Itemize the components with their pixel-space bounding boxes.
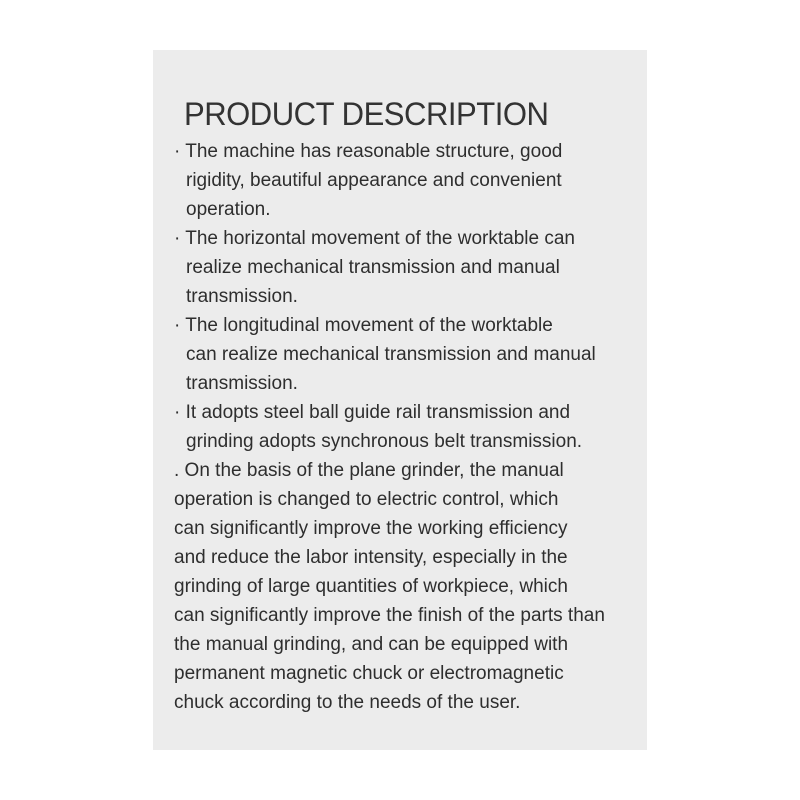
text-line: transmission. bbox=[186, 286, 298, 307]
bullet-item-horizontal-movement bbox=[174, 224, 605, 311]
text-line: operation is changed to electric control, which bbox=[174, 489, 559, 510]
text-line: · The machine has reasonable structure, good bbox=[174, 141, 563, 162]
text-line: realize mechanical transmission and manual bbox=[186, 257, 560, 278]
description-body bbox=[174, 137, 605, 717]
text-line: · The longitudinal movement of the worktable bbox=[174, 315, 553, 336]
text-line: can significantly improve the working efficiency bbox=[174, 518, 568, 539]
text-line: permanent magnetic chuck or electromagnetic bbox=[174, 663, 564, 684]
text-line: transmission. bbox=[186, 373, 298, 394]
text-line: grinding adopts synchronous belt transmission. bbox=[186, 431, 583, 452]
text-line: · It adopts steel ball guide rail transmission and bbox=[174, 402, 571, 423]
paragraph-electric-control bbox=[174, 456, 605, 717]
bullet-item-guide-rail bbox=[174, 398, 605, 456]
text-line: · The horizontal movement of the worktable can bbox=[174, 228, 575, 249]
text-line: can realize mechanical transmission and manual bbox=[186, 344, 596, 365]
bullet-item-longitudinal-movement bbox=[174, 311, 605, 398]
text-line: the manual grinding, and can be equipped with bbox=[174, 634, 569, 655]
text-line: grinding of large quantities of workpiece, which bbox=[174, 576, 568, 597]
text-line: and reduce the labor intensity, especially in the bbox=[174, 547, 568, 568]
text-line: can significantly improve the finish of the parts than bbox=[174, 605, 605, 626]
text-line: operation. bbox=[186, 199, 271, 220]
text-line: . On the basis of the plane grinder, the manual bbox=[174, 460, 564, 481]
page-title: PRODUCT DESCRIPTION bbox=[184, 96, 549, 132]
bullet-item-structure bbox=[174, 137, 605, 224]
text-line: chuck according to the needs of the user. bbox=[174, 692, 521, 713]
text-line: rigidity, beautiful appearance and convenient bbox=[186, 170, 562, 191]
